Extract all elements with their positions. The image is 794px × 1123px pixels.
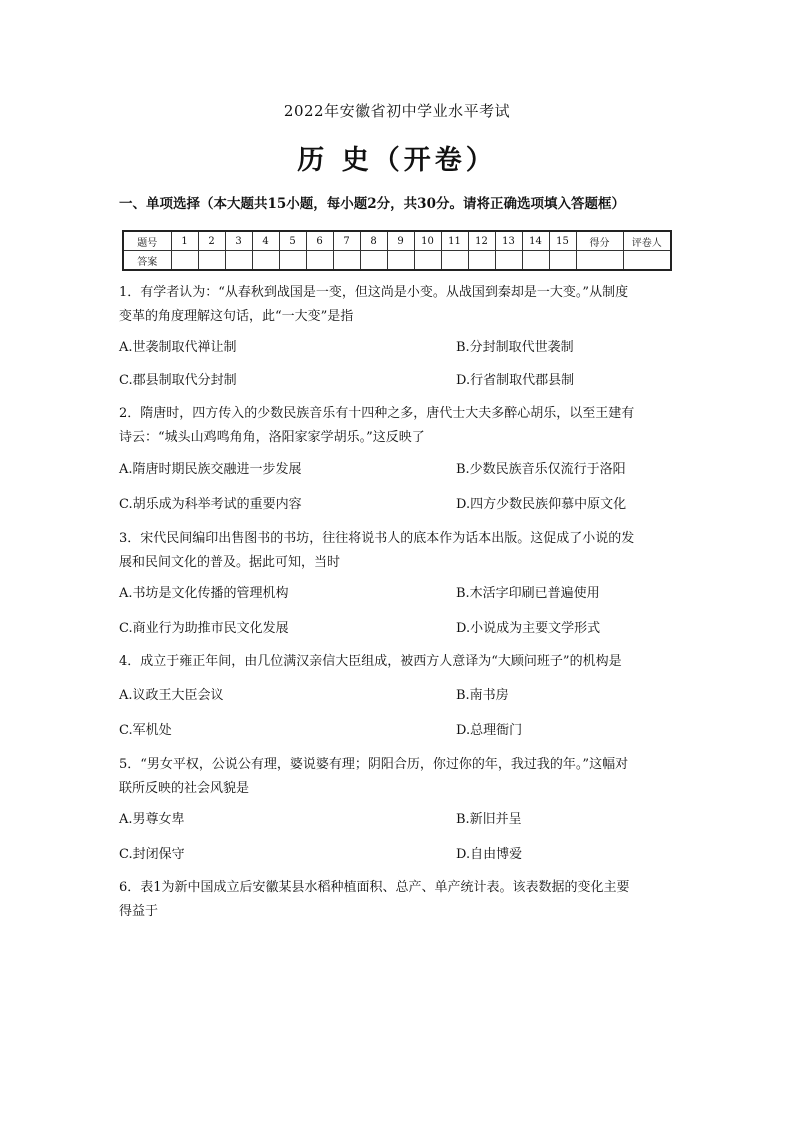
section-heading: 一、单项选择（本大题共15小题，每小题2分，共30分。请将正确选项填入答题框）	[119, 196, 625, 212]
question-number-cell: 4	[252, 231, 279, 251]
question-stem-line: 诗云：“城头山鸡鸣角角，洛阳家家学胡乐。”这反映了	[119, 430, 425, 445]
answer-cell[interactable]	[198, 251, 225, 271]
question-number-cell: 13	[495, 231, 522, 251]
score-cell[interactable]	[576, 251, 623, 271]
question-stem-line: 3．宋代民间编印出售图书的书坊，往往将说书人的底本作为话本出版。这促成了小说的发	[119, 531, 635, 546]
answer-cell[interactable]	[387, 251, 414, 271]
question-3-option-d: D.小说成为主要文学形式	[456, 621, 601, 636]
question-number-cell: 10	[414, 231, 441, 251]
question-number-cell: 7	[333, 231, 360, 251]
question-5-stem	[119, 753, 679, 801]
question-2-option-a: A.隋唐时期民族交融进一步发展	[119, 462, 302, 477]
exam-title: 2022年安徽省初中学业水平考试	[283, 102, 511, 120]
question-stem-line: 联所反映的社会风貌是	[119, 781, 250, 796]
question-4-option-c: C.军机处	[119, 723, 172, 738]
answer-cell[interactable]	[333, 251, 360, 271]
question-stem-line: 4．成立于雍正年间，由几位满汉亲信大臣组成，被西方人意译为“大顾问班子”的机构是	[119, 654, 622, 669]
question-5-option-a: A.男尊女卑	[119, 812, 185, 827]
question-number-cell: 3	[225, 231, 252, 251]
answer-cell[interactable]	[441, 251, 468, 271]
question-4-option-d: D.总理衙门	[456, 723, 523, 738]
answer-cell[interactable]	[360, 251, 387, 271]
question-number-cell: 11	[441, 231, 468, 251]
answer-cell[interactable]	[225, 251, 252, 271]
question-6-stem	[119, 876, 679, 924]
answer-cell[interactable]	[252, 251, 279, 271]
answer-cell[interactable]	[468, 251, 495, 271]
question-stem-line: 1．有学者认为：“从春秋到战国是一变，但这尚是小变。从战国到秦却是一大变。”从制度	[119, 285, 629, 300]
grader-label-cell: 评卷人	[623, 231, 671, 251]
question-4-option-a: A.议政王大臣会议	[119, 688, 224, 703]
question-5-option-c: C.封闭保守	[119, 847, 185, 862]
question-3-option-b: B.木活字印刷已普遍使用	[456, 586, 600, 601]
answer-cell[interactable]	[171, 251, 198, 271]
question-stem-line: 变革的角度理解这句话，此“一大变”是指	[119, 309, 354, 324]
question-number-cell: 6	[306, 231, 333, 251]
row-label-answer: 答案	[123, 251, 171, 271]
question-1-option-c: C.郡县制取代分封制	[119, 373, 237, 388]
question-2-option-c: C.胡乐成为科举考试的重要内容	[119, 497, 302, 512]
answer-cell[interactable]	[549, 251, 576, 271]
question-number-cell: 2	[198, 231, 225, 251]
question-number-cell: 8	[360, 231, 387, 251]
answer-grid-number-row	[123, 231, 671, 251]
question-1-option-d: D.行省制取代郡县制	[456, 373, 575, 388]
question-number-cell: 9	[387, 231, 414, 251]
question-1-stem	[119, 281, 679, 329]
subject-title: 历 史（开卷）	[297, 145, 497, 176]
answer-cell[interactable]	[414, 251, 441, 271]
answer-cell[interactable]	[306, 251, 333, 271]
grader-cell[interactable]	[623, 251, 671, 271]
question-4-stem	[119, 650, 679, 674]
question-1-option-a: A.世袭制取代禅让制	[119, 340, 237, 355]
answer-cell[interactable]	[279, 251, 306, 271]
answer-cell[interactable]	[495, 251, 522, 271]
question-stem-line: 得益于	[119, 904, 159, 919]
row-label-number: 题号	[123, 231, 171, 251]
question-3-option-a: A.书坊是文化传播的管理机构	[119, 586, 289, 601]
answer-grid	[122, 230, 672, 271]
question-1-option-b: B.分封制取代世袭制	[456, 340, 574, 355]
question-4-option-b: B.南书房	[456, 688, 509, 703]
question-stem-line: 5．“男女平权，公说公有理，婆说婆有理；阴阳合历，你过你的年，我过我的年。”这幅对	[119, 757, 629, 772]
score-label-cell: 得分	[576, 231, 623, 251]
question-number-cell: 14	[522, 231, 549, 251]
question-2-option-b: B.少数民族音乐仅流行于洛阳	[456, 462, 626, 477]
answer-cell[interactable]	[522, 251, 549, 271]
answer-grid-answer-row	[123, 251, 671, 271]
question-2-stem	[119, 402, 679, 450]
question-5-option-b: B.新旧并呈	[456, 812, 522, 827]
question-number-cell: 15	[549, 231, 576, 251]
question-stem-line: 2．隋唐时，四方传入的少数民族音乐有十四种之多，唐代士大夫多醉心胡乐，以至王建有	[119, 406, 635, 421]
question-number-cell: 5	[279, 231, 306, 251]
question-3-option-c: C.商业行为助推市民文化发展	[119, 621, 289, 636]
question-stem-line: 展和民间文化的普及。据此可知，当时	[119, 555, 341, 570]
question-number-cell: 1	[171, 231, 198, 251]
question-5-option-d: D.自由博爱	[456, 847, 523, 862]
question-stem-line: 6．表1为新中国成立后安徽某县水稻种植面积、总产、单产统计表。该表数据的变化主要	[119, 880, 630, 895]
question-2-option-d: D.四方少数民族仰慕中原文化	[456, 497, 627, 512]
question-3-stem	[119, 527, 679, 575]
question-number-cell: 12	[468, 231, 495, 251]
